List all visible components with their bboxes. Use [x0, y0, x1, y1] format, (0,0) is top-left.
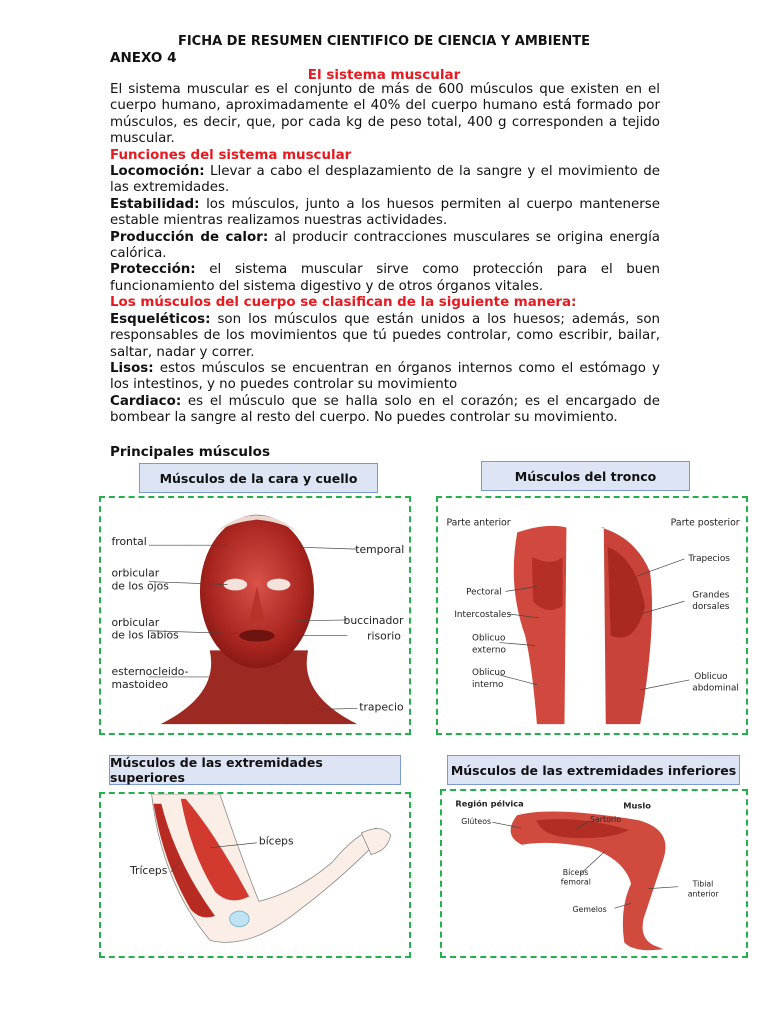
annex-label: ANEXO 4: [110, 50, 177, 66]
lower-limb-illustration: [442, 791, 746, 956]
mouth-shape: [239, 630, 274, 642]
trunk-label: Oblicuo: [472, 633, 506, 644]
trunk-label: Trapecios: [688, 553, 730, 564]
face-label: esternocleido-: [111, 664, 189, 678]
trunk-label: interno: [472, 679, 504, 690]
function-item: [110, 230, 660, 263]
type-term: Lisos:: [110, 360, 154, 376]
trunk-label: abdominal: [692, 683, 739, 694]
upper-limb-label: Tríceps: [130, 864, 168, 878]
upper-limb-illustration: [101, 794, 409, 956]
face-label: orbicular: [111, 615, 160, 629]
function-text: los músculos, junto a los huesos permiten al cuerpo mantenerse estable mientras realizamos nuestras actividades.: [110, 196, 660, 229]
trunk-label: Intercostales: [454, 609, 512, 620]
upper-limb-label: bíceps: [258, 834, 294, 848]
trunk-figure: [436, 496, 748, 735]
lower-limb-label: femoral: [560, 877, 591, 887]
elbow-joint: [230, 911, 250, 927]
lower-limb-label: Gemelos: [572, 905, 607, 915]
trunk-front-detail: [532, 557, 562, 610]
eye-right: [267, 579, 291, 591]
trunk-label: dorsales: [692, 602, 730, 613]
trunk-label: Oblicuo: [472, 667, 506, 678]
lower-limb-label: Glúteos: [461, 817, 492, 827]
face-label: frontal: [111, 535, 147, 549]
document-title: FICHA DE RESUMEN CIENTIFICO DE CIENCIA Y AMBIENTE: [177, 34, 591, 49]
intro-paragraph: El sistema muscular es el conjunto de más de 600 músculos que existen en el cuerpo humano, aproximadamente el 40% del cuerpo humano está formado por músculos, es decir, que, por cada kg de peso total, 400 g corresponden a tejido muscular.: [110, 82, 660, 147]
trunk-label: Pectoral: [466, 587, 502, 598]
function-item: [110, 164, 660, 197]
lower-limb-label: Tibial: [692, 879, 714, 889]
type-text: son los músculos que están unidos a los huesos; además, son responsables de los movimientos que tú puedes controlar, como escribir, bailar, saltar, nadar y correr.: [110, 311, 660, 360]
face-label: orbicular: [111, 566, 160, 580]
face-label: de los ojos: [111, 579, 169, 593]
trunk-front-shape: [514, 526, 567, 724]
lower-limb-figure: [440, 789, 748, 958]
trunk-label: externo: [472, 645, 506, 656]
function-item: [110, 197, 660, 230]
function-text: Llevar a cabo el desplazamiento de la sangre y el movimiento de las extremidades.: [110, 164, 660, 196]
lower-limb-label: anterior: [687, 889, 719, 899]
type-term: Esqueléticos:: [110, 311, 211, 327]
functions-heading: Funciones del sistema muscular: [110, 147, 352, 163]
type-text: es el músculo que se halla solo en el corazón; es el encargado de bombear la sangre al resto del cuerpo. No puedes controlar su movimiento.: [110, 393, 660, 426]
lower-limb-label: Bíceps: [562, 867, 589, 877]
function-term: Locomoción:: [110, 164, 205, 180]
type-item: [110, 361, 660, 394]
function-term: Producción de calor:: [110, 229, 269, 245]
lower-limb-label: Muslo: [623, 800, 651, 811]
trunk-label: Parte posterior: [670, 517, 740, 529]
function-term: Protección:: [110, 262, 196, 278]
lower-limb-label: Región pélvica: [455, 798, 524, 809]
type-item: [110, 394, 660, 427]
classification-heading: Los músculos del cuerpo se clasifican de la siguiente manera:: [110, 295, 577, 311]
face-neck-illustration: [101, 498, 409, 733]
face-label: buccinador: [343, 613, 404, 627]
function-term: Estabilidad:: [110, 196, 200, 212]
trunk-label: Parte anterior: [446, 517, 511, 529]
main-muscles-heading: Principales músculos: [110, 444, 270, 460]
body-text: [110, 82, 660, 427]
type-item: [110, 312, 660, 361]
type-text: estos músculos se encuentran en órganos internos como el estómago y los intestinos, y no puedes controlar su movimiento: [110, 360, 660, 393]
function-text: al producir contracciones musculares se origina energía calórica.: [110, 229, 660, 262]
face-label: temporal: [355, 543, 405, 557]
lower-panel-label: Músculos de las extremidades inferiores: [447, 755, 740, 785]
face-label: de los labios: [111, 628, 179, 642]
face-label: trapecio: [359, 700, 404, 714]
face-label: risorio: [367, 629, 401, 643]
trunk-illustration: [438, 498, 746, 733]
face-label: mastoideo: [111, 677, 169, 691]
upper-limb-figure: [99, 792, 411, 958]
face-neck-figure: [99, 496, 411, 735]
trunk-panel-label: Músculos del tronco: [481, 461, 690, 491]
trunk-label: Oblicuo: [694, 671, 728, 682]
face-panel-label: Músculos de la cara y cuello: [139, 463, 378, 493]
function-text: el sistema muscular sirve como protección para el buen funcionamiento del sistema digestivo y de otros órganos vitales.: [110, 262, 660, 294]
upper-panel-label: Músculos de las extremidades superiores: [109, 755, 401, 785]
type-term: Cardiaco:: [110, 393, 182, 409]
function-item: [110, 262, 660, 295]
lower-limb-label: Sartorio: [590, 815, 622, 825]
trunk-label: Grandes: [692, 590, 730, 601]
document-subtitle: El sistema muscular: [307, 67, 461, 83]
